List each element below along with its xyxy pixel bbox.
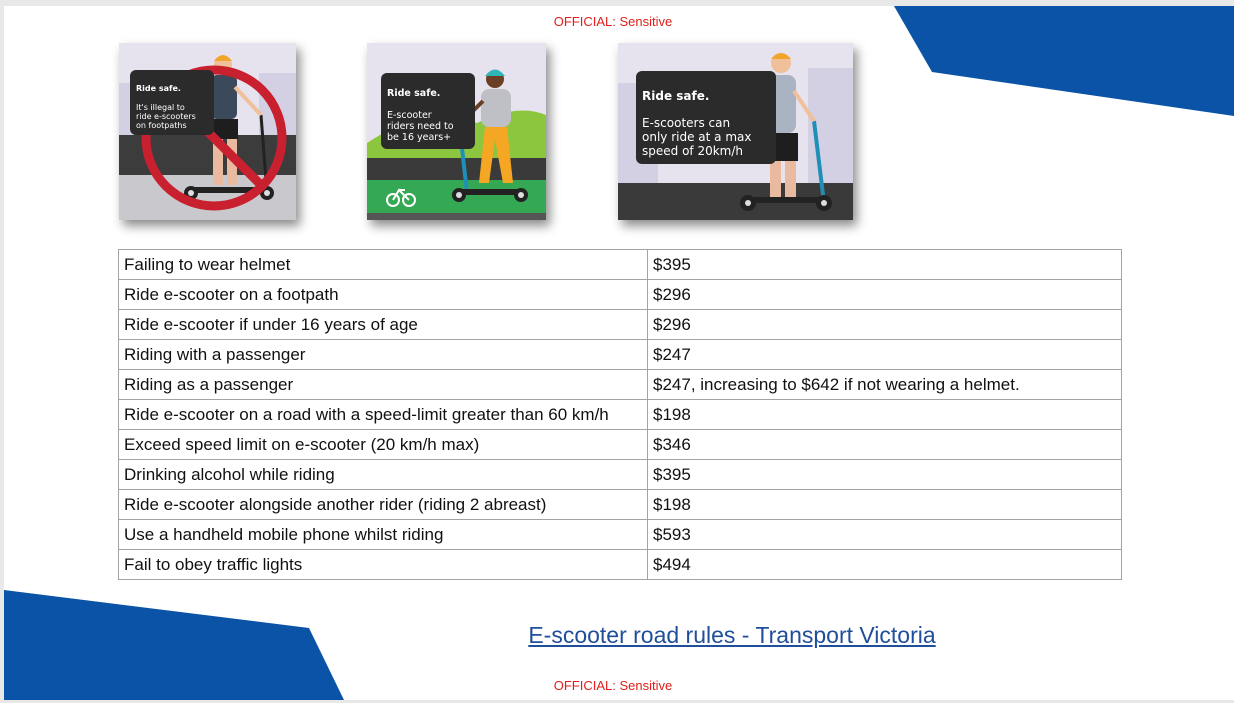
- fine-cell: $395: [648, 460, 1122, 490]
- fine-cell: $198: [648, 400, 1122, 430]
- offence-cell: Drinking alcohol while riding: [119, 460, 648, 490]
- fine-cell: $346: [648, 430, 1122, 460]
- table-row: [119, 550, 1122, 580]
- table-row: [119, 490, 1122, 520]
- source-link[interactable]: E-scooter road rules - Transport Victoria: [528, 622, 936, 648]
- bubble-text: E-scooter riders need to be 16 years+: [387, 109, 454, 143]
- speech-bubble: [381, 73, 475, 149]
- table-row: [119, 310, 1122, 340]
- fine-cell: $198: [648, 490, 1122, 520]
- fine-cell: $494: [648, 550, 1122, 580]
- illustration-footpath: [119, 43, 296, 220]
- offence-cell: Exceed speed limit on e-scooter (20 km/h max): [119, 430, 648, 460]
- table-row: [119, 250, 1122, 280]
- bubble-title: Ride safe.: [642, 88, 710, 103]
- offence-cell: Ride e-scooter on a footpath: [119, 280, 648, 310]
- table-row: [119, 400, 1122, 430]
- offence-cell: Ride e-scooter on a road with a speed-limit greater than 60 km/h: [119, 400, 648, 430]
- offence-cell: Failing to wear helmet: [119, 250, 648, 280]
- table-row: [119, 280, 1122, 310]
- offence-cell: Fail to obey traffic lights: [119, 550, 648, 580]
- slide: [4, 6, 1234, 700]
- classification-label-top: OFFICIAL: Sensitive: [553, 14, 673, 29]
- bubble-text: E-scooters can only ride at a max speed of 20km/h: [642, 116, 752, 158]
- fine-cell: $247: [648, 340, 1122, 370]
- table-row: [119, 430, 1122, 460]
- bubble-title: Ride safe.: [387, 87, 441, 99]
- fine-cell: $593: [648, 520, 1122, 550]
- illustration-age: [367, 43, 546, 220]
- fine-cell: $296: [648, 310, 1122, 340]
- fine-cell: $247, increasing to $642 if not wearing a helmet.: [648, 370, 1122, 400]
- offence-cell: Riding with a passenger: [119, 340, 648, 370]
- speech-bubble: [130, 70, 214, 135]
- fine-cell: $395: [648, 250, 1122, 280]
- table-row: [119, 460, 1122, 490]
- bubble-text: It's illegal to ride e-scooters on footpaths: [136, 102, 196, 130]
- bubble-title: Ride safe.: [136, 84, 181, 94]
- fines-table: [118, 249, 1122, 580]
- fine-cell: $296: [648, 280, 1122, 310]
- offence-cell: Riding as a passenger: [119, 370, 648, 400]
- speech-bubble: [636, 71, 776, 164]
- illustration-speed: [618, 43, 853, 220]
- offence-cell: Use a handheld mobile phone whilst riding: [119, 520, 648, 550]
- offence-cell: Ride e-scooter if under 16 years of age: [119, 310, 648, 340]
- offence-cell: Ride e-scooter alongside another rider (riding 2 abreast): [119, 490, 648, 520]
- table-row: [119, 520, 1122, 550]
- table-row: [119, 340, 1122, 370]
- table-row: [119, 370, 1122, 400]
- classification-label-bottom: OFFICIAL: Sensitive: [553, 678, 673, 693]
